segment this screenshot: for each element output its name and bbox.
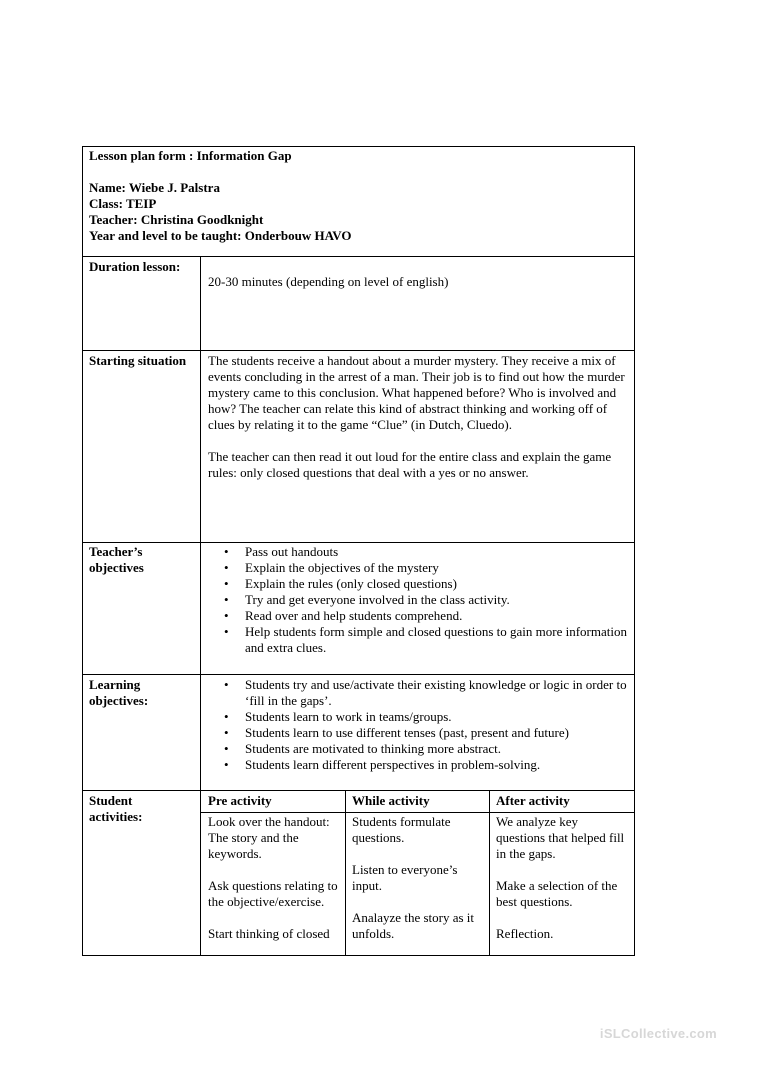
starting-situation-text (208, 353, 627, 481)
duration-label: Duration lesson: (89, 259, 181, 274)
learning-objective-item: • Students try and use/activate their existing knowledge or logic in order to ‘fill in the gaps’. (201, 677, 627, 709)
pre-activity-cell (208, 814, 340, 942)
teacher-objectives-label: Teacher’s objectives (89, 544, 144, 575)
site-watermark: iSLCollective.com (599, 1026, 717, 1041)
learning-objectives-label: Learning objectives: (89, 677, 149, 708)
teacher-objective-item: • Try and get everyone involved in the class activity. (201, 592, 627, 608)
after-activity-item: Reflection. (496, 926, 554, 941)
form-title: Lesson plan form : Information Gap (89, 148, 292, 163)
after-activity-header: After activity (496, 793, 570, 808)
learning-objective-item: • Students learn to use different tenses (past, present and future) (201, 725, 627, 741)
while-activity-item: Students formulate questions. (352, 814, 451, 845)
after-activity-cell (496, 814, 630, 942)
teacher-objective-item: • Explain the rules (only closed questions) (201, 576, 627, 592)
starting-paragraph-2: The teacher can then read it out loud for the entire class and explain the game rules: only closed questions that deal with a yes or no answer. (208, 449, 612, 480)
class-name: Class: TEIP (89, 196, 157, 211)
while-activity-header: While activity (352, 793, 430, 808)
student-name: Name: Wiebe J. Palstra (89, 180, 220, 195)
while-activity-item: Listen to everyone’s input. (352, 862, 458, 893)
teacher-objective-item: • Read over and help students comprehend. (201, 608, 627, 624)
learning-objective-item: • Students learn different perspectives in problem-solving. (201, 757, 627, 773)
learning-objectives-list (201, 677, 627, 773)
teacher-objective-item: • Explain the objectives of the mystery (201, 560, 627, 576)
while-activity-item: Analayze the story as it unfolds. (352, 910, 475, 941)
student-activities-label: Student activities: (89, 793, 143, 824)
pre-activity-item: Ask questions relating to the objective/exercise. (208, 878, 338, 909)
header-section (89, 148, 629, 244)
teacher-objectives-list (201, 544, 627, 656)
teacher-objective-item: • Pass out handouts (201, 544, 627, 560)
after-activity-item: We analyze key questions that helped fill in the gaps. (496, 814, 625, 861)
while-activity-cell (352, 814, 484, 942)
duration-text: 20-30 minutes (depending on level of english) (208, 274, 449, 289)
year-level: Year and level to be taught: Onderbouw HAVO (89, 228, 352, 243)
lesson-plan-table (82, 146, 635, 956)
teacher-objective-item: • Help students form simple and closed questions to gain more information and extra clues. (201, 624, 627, 656)
pre-activity-item: Start thinking of closed (208, 926, 330, 941)
after-activity-item: Make a selection of the best questions. (496, 878, 618, 909)
starting-situation-label: Starting situation (89, 353, 187, 368)
learning-objective-item: • Students learn to work in teams/groups. (201, 709, 627, 725)
learning-objective-item: • Students are motivated to thinking more abstract. (201, 741, 627, 757)
pre-activity-item: Look over the handout: The story and the keywords. (208, 814, 330, 861)
starting-paragraph-1: The students receive a handout about a murder mystery. They receive a mix of events concluding in the arrest of a man. Their job is to find out how the murder mystery came to this conclusion. What happened before? Who is involved and how? The teacher can relate this kind of abstract thinking and working off of clues by relating it to the game “Clue” (in Dutch, Cluedo). (208, 353, 625, 432)
pre-activity-header: Pre activity (208, 793, 272, 808)
teacher-name: Teacher: Christina Goodknight (89, 212, 264, 227)
